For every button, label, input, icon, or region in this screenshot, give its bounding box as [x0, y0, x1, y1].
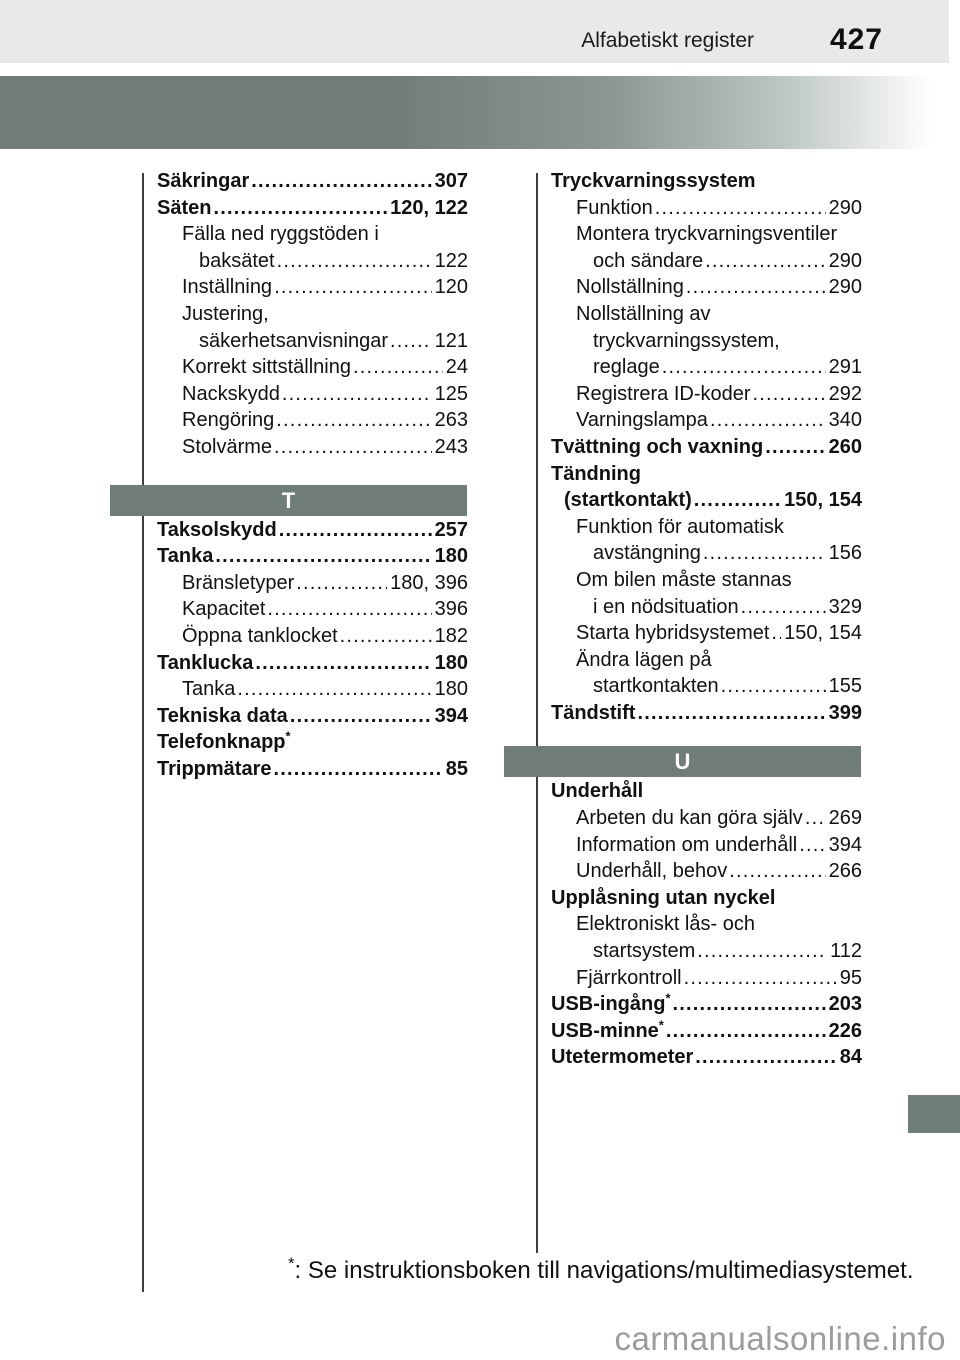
index-entry [537, 274, 862, 301]
index-entry [537, 594, 862, 621]
entry-page-number: 394 [828, 833, 862, 856]
dot-leader [290, 703, 432, 730]
page-header [0, 0, 949, 63]
index-entry [537, 911, 862, 938]
index-entry [537, 221, 862, 248]
entry-label: Kapacitet [182, 598, 266, 621]
index-entry [537, 248, 862, 275]
entry-label: Korrekt sittställning [182, 356, 351, 379]
index-entry [143, 756, 468, 783]
entry-page-number: 257 [434, 518, 468, 541]
index-entry [143, 407, 468, 434]
entry-label: USB-ingång* [551, 990, 671, 1016]
index-entry [537, 991, 862, 1018]
entry-label: Ändra lägen på [576, 648, 712, 671]
entry-page-number: 122 [434, 249, 468, 272]
dot-leader [255, 650, 431, 677]
index-entry [537, 673, 862, 700]
entry-page-number: 95 [839, 966, 862, 989]
dot-leader [279, 517, 432, 544]
index-entry [537, 328, 862, 355]
index-entry [537, 195, 862, 222]
dot-leader [805, 805, 826, 832]
dot-leader [215, 543, 431, 570]
entry-label: Rengöring [182, 409, 275, 432]
dot-leader [695, 1044, 836, 1071]
entry-page-number: 182 [434, 624, 468, 647]
page-number: 427 [829, 23, 883, 56]
entry-page-number: 120, 122 [390, 196, 468, 219]
entry-label: Tanka [157, 545, 214, 568]
index-entry [537, 168, 862, 195]
entry-label: Om bilen måste stannas [576, 568, 792, 591]
index-entry [537, 965, 862, 992]
dot-leader [274, 274, 432, 301]
entry-page-number: 266 [828, 860, 862, 883]
entry-page-number: 150, 154 [784, 622, 862, 645]
index-entry [143, 543, 468, 570]
entry-label: Underhåll, behov [576, 860, 728, 883]
entry-page-number: 290 [828, 276, 862, 299]
index-entry [537, 778, 862, 805]
index-entry [143, 623, 468, 650]
index-entry [143, 301, 468, 328]
index-entry [143, 221, 468, 248]
dot-leader [684, 965, 837, 992]
index-right-column [537, 168, 862, 1071]
footnote-text: : Se instruktionsboken till navigations/multimediasystemet. [294, 1257, 914, 1284]
index-entry [537, 567, 862, 594]
entry-page-number: 156 [828, 542, 862, 565]
index-entry [537, 540, 862, 567]
entry-page-number: 120 [434, 276, 468, 299]
dot-leader [729, 858, 825, 885]
entry-page-number: 112 [830, 940, 862, 963]
dot-leader [273, 756, 442, 783]
entry-label: Starta hybridsystemet [576, 622, 770, 645]
index-entry [143, 676, 468, 703]
entry-label: Taksolskydd [157, 518, 277, 541]
entry-page-number: 292 [828, 382, 862, 405]
entry-label: Underhåll [551, 780, 644, 803]
entry-label: Montera tryckvarningsventiler [576, 223, 838, 246]
footnote-marker: * [285, 728, 291, 744]
entry-label: Öppna tanklocket [182, 624, 338, 647]
entry-label: Nollställning [576, 276, 684, 299]
index-entry [143, 596, 468, 623]
index-entry [537, 805, 862, 832]
entry-label: Upplåsning utan nyckel [551, 886, 776, 909]
dot-leader [353, 354, 443, 381]
entry-label: Justering, [182, 302, 269, 325]
index-entry [537, 461, 862, 488]
index-entry [537, 938, 862, 965]
entry-label: Tvättning och vaxning [551, 435, 764, 458]
entry-label: Tanklucka [157, 651, 254, 674]
index-entry [537, 514, 862, 541]
index-entry [143, 381, 468, 408]
index-entry [143, 248, 468, 275]
footnote-marker: * [665, 990, 671, 1006]
entry-label: säkerhetsanvisningar [199, 329, 388, 352]
index-entry [143, 570, 468, 597]
dot-leader [390, 328, 432, 355]
dot-leader [277, 248, 432, 275]
entry-label: Säten [157, 196, 212, 219]
entry-page-number: 84 [839, 1046, 862, 1069]
dot-leader [340, 623, 432, 650]
entry-page-number: 150, 154 [784, 489, 862, 512]
index-entry [537, 434, 862, 461]
entry-label: Elektroniskt lås- och [576, 913, 755, 936]
index-entry [537, 885, 862, 912]
dot-leader [662, 354, 826, 381]
entry-page-number: 399 [828, 701, 862, 724]
entry-page-number: 121 [434, 329, 468, 352]
index-entry [143, 168, 468, 195]
entry-label: Trippmätare [157, 757, 272, 780]
entry-label: Funktion [576, 196, 653, 219]
index-left-column [143, 168, 468, 782]
entry-label: Funktion för automatisk [576, 515, 784, 538]
entry-label: startsystem [593, 940, 696, 963]
header-gradient-band [0, 76, 960, 149]
index-entry [143, 517, 468, 544]
entry-page-number: 203 [828, 993, 862, 1016]
entry-page-number: 180 [434, 545, 468, 568]
entry-page-number: 263 [434, 409, 468, 432]
index-entry [143, 354, 468, 381]
dot-leader [771, 620, 781, 647]
entry-page-number: 269 [828, 807, 862, 830]
footnote-marker: * [658, 1017, 664, 1033]
section-header-u: U [504, 746, 861, 777]
dot-leader [296, 570, 387, 597]
entry-label: Tändning [551, 462, 641, 485]
index-entry [143, 434, 468, 461]
index-entry [143, 274, 468, 301]
dot-leader [721, 673, 826, 700]
index-entry [537, 407, 862, 434]
entry-label: Tanka [182, 678, 236, 701]
entry-label: Fjärrkontroll [576, 966, 682, 989]
chapter-edge-tab [908, 1095, 960, 1133]
entry-label: Bränsletyper [182, 571, 295, 594]
entry-page-number: 24 [445, 356, 468, 379]
entry-label: Telefonknapp* [157, 728, 291, 754]
entry-page-number: 180 [434, 651, 468, 674]
entry-label: Fälla ned ryggstöden i [182, 223, 379, 246]
entry-page-number: 290 [828, 196, 862, 219]
index-entry [537, 700, 862, 727]
entry-page-number: 125 [434, 382, 468, 405]
dot-leader [697, 938, 827, 965]
entry-label: USB-minne* [551, 1017, 664, 1042]
entry-label: Information om underhåll [576, 833, 798, 856]
index-entry [537, 354, 862, 381]
entry-page-number: 243 [434, 435, 468, 458]
watermark: carmanualsonline.info [614, 1320, 946, 1357]
dot-leader [799, 832, 825, 859]
dot-leader [274, 434, 432, 461]
entry-page-number: 180 [434, 678, 468, 701]
dot-leader [705, 248, 826, 275]
index-entry [537, 832, 862, 859]
index-entry [537, 301, 862, 328]
dot-leader [686, 274, 826, 301]
entry-label: tryckvarningssystem, [593, 329, 780, 352]
entry-label: och sändare [593, 249, 704, 272]
entry-page-number: 291 [828, 356, 862, 379]
dot-leader [703, 540, 826, 567]
dot-leader [765, 434, 825, 461]
entry-label: Säkringar [157, 170, 250, 192]
entry-page-number: 155 [828, 675, 862, 698]
index-entry [537, 858, 862, 885]
entry-page-number: 226 [828, 1019, 862, 1042]
entry-page-number: 180, 396 [390, 571, 468, 594]
entry-label: avstängning [593, 542, 701, 565]
dot-leader [213, 195, 387, 222]
entry-label: (startkontakt) [564, 489, 692, 512]
dot-leader [673, 991, 826, 1018]
section-header-t: T [110, 485, 467, 516]
entry-page-number: 394 [434, 704, 468, 727]
index-entry [537, 1018, 862, 1045]
index-entry [143, 195, 468, 222]
entry-label: Inställning [182, 276, 273, 299]
entry-page-number: 260 [828, 435, 862, 458]
page-header-title: Alfabetiskt register [581, 29, 754, 52]
index-entry [537, 1044, 862, 1071]
entry-label: Varningslampa [576, 409, 708, 432]
entry-label: Registrera ID-koder [576, 382, 751, 405]
index-entry [537, 487, 862, 514]
entry-label: baksätet [199, 249, 275, 272]
index-entry [537, 381, 862, 408]
entry-page-number: 340 [828, 409, 862, 432]
entry-label: Tekniska data [157, 704, 288, 727]
dot-leader [267, 596, 431, 623]
dot-leader [753, 381, 826, 408]
dot-leader [637, 700, 825, 727]
index-entry [143, 650, 468, 677]
dot-leader [694, 487, 781, 514]
dot-leader [276, 407, 431, 434]
footnote-asterisk: * [288, 1254, 295, 1273]
dot-leader [710, 407, 826, 434]
entry-label: Nackskydd [182, 382, 280, 405]
dot-leader [282, 381, 432, 408]
dot-leader [237, 676, 431, 703]
dot-leader [666, 1018, 826, 1045]
entry-label: Tändstift [551, 701, 636, 724]
entry-label: i en nödsituation [593, 595, 739, 618]
entry-page-number: 396 [434, 598, 468, 621]
entry-label: reglage [593, 356, 660, 379]
dot-leader [655, 195, 826, 222]
entry-label: startkontakten [593, 675, 719, 698]
entry-label: Utetermometer [551, 1046, 694, 1069]
dot-leader [741, 594, 826, 621]
dot-leader [251, 168, 431, 195]
entry-page-number: 290 [828, 249, 862, 272]
index-entry [537, 647, 862, 674]
entry-page-number: 85 [445, 757, 468, 780]
footnote [288, 1254, 913, 1285]
entry-label: Nollställning av [576, 302, 711, 325]
entry-label: Arbeten du kan göra själv [576, 807, 803, 830]
index-entry [143, 703, 468, 730]
entry-page-number: 307 [434, 170, 468, 192]
entry-label: Stolvärme [182, 435, 273, 458]
entry-page-number: 329 [828, 595, 862, 618]
entry-label: Tryckvarningssystem [551, 170, 756, 192]
index-entry [143, 328, 468, 355]
index-entry [143, 729, 468, 756]
index-entry [537, 620, 862, 647]
